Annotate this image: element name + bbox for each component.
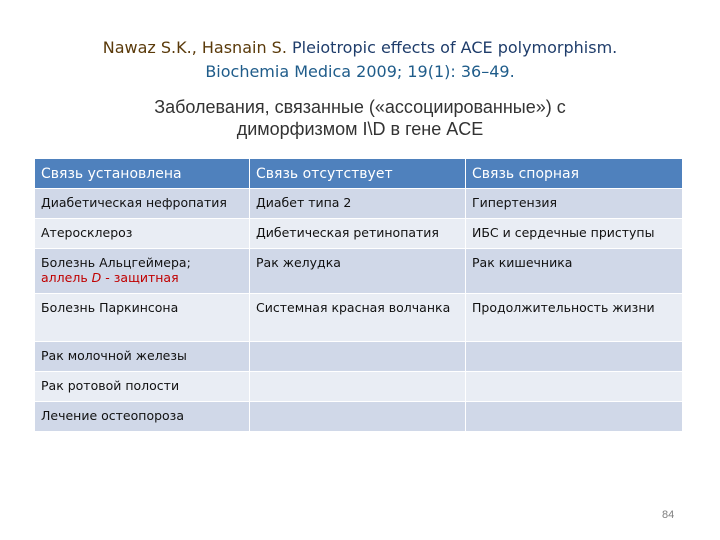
heading-line-1: Заболевания, связанные («ассоциированные») с (154, 97, 566, 117)
table-row (35, 294, 683, 342)
table-cell: Диабетическая нефропатия (35, 189, 250, 219)
table-cell (466, 372, 683, 402)
table-cell: Рак желудка (250, 249, 466, 294)
table-row (35, 189, 683, 219)
table-row (35, 219, 683, 249)
reference-citation (0, 36, 720, 84)
allele-note-suffix: - защитная (101, 270, 179, 285)
allele-symbol: D (91, 270, 102, 285)
table-cell: Дибетическая ретинопатия (250, 219, 466, 249)
page-number: 84 (662, 509, 675, 521)
table-cell: Рак кишечника (466, 249, 683, 294)
reference-source: Biochemia Medica 2009; 19(1): 36–49. (205, 62, 515, 81)
reference-line-1 (0, 36, 720, 60)
heading-line-2: диморфизмом I\D в гене ACE (236, 119, 484, 139)
table-row (35, 402, 683, 432)
allele-note (41, 270, 179, 285)
table-cell: Гипертензия (466, 189, 683, 219)
disease-association-table (34, 158, 683, 432)
table-cell: Продолжительность жизни (466, 294, 683, 342)
table-cell: Лечение остеопороза (35, 402, 250, 432)
header-established: Связь установлена (35, 159, 250, 189)
table-cell (250, 372, 466, 402)
table-cell (250, 342, 466, 372)
header-disputed: Связь спорная (466, 159, 683, 189)
table-cell: ИБС и сердечные приступы (466, 219, 683, 249)
table-cell (466, 402, 683, 432)
table-cell-alzheimer (35, 249, 250, 294)
reference-authors: Nawaz S.K., Hasnain S. (102, 38, 287, 57)
table-cell (250, 402, 466, 432)
table-row (35, 342, 683, 372)
table-header-row (35, 159, 683, 189)
slide-heading (0, 96, 720, 140)
reference-title: Pleiotropic effects of ACE polymorphism. (292, 38, 618, 57)
header-absent: Связь отсутствует (250, 159, 466, 189)
table-cell: Рак ротовой полости (35, 372, 250, 402)
table-cell (466, 342, 683, 372)
table-cell: Рак молочной железы (35, 342, 250, 372)
table-cell: Болезнь Паркинсона (35, 294, 250, 342)
table-cell: Системная красная волчанка (250, 294, 466, 342)
allele-note-prefix: аллель (41, 270, 92, 285)
alzheimer-label: Болезнь Альцгеймера; (41, 255, 191, 270)
table-cell: Диабет типа 2 (250, 189, 466, 219)
table-row (35, 372, 683, 402)
table-cell: Атеросклероз (35, 219, 250, 249)
table-row (35, 249, 683, 294)
